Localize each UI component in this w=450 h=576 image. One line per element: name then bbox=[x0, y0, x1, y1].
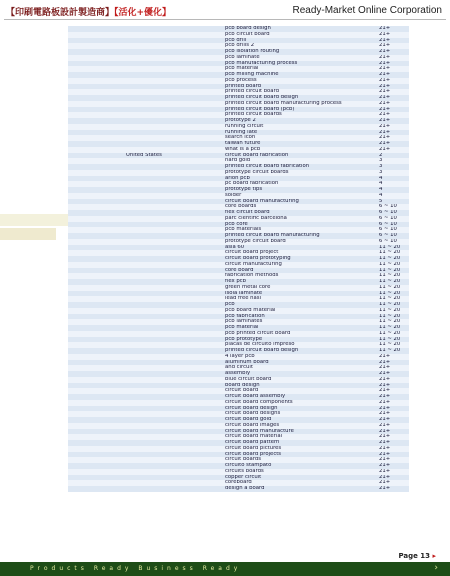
keyword-cell: solder bbox=[225, 192, 242, 198]
keyword-cell: blue circuit board bbox=[225, 376, 272, 382]
keyword-cell: pcb process bbox=[225, 77, 257, 83]
count-cell: 21+ bbox=[379, 353, 391, 359]
count-cell: 11 ~ 20 bbox=[379, 336, 401, 342]
count-cell: 21+ bbox=[379, 376, 391, 382]
count-cell: 21+ bbox=[379, 388, 391, 394]
count-cell: 21+ bbox=[379, 26, 391, 31]
count-cell: 11 ~ 20 bbox=[379, 284, 401, 290]
keyword-cell: circuit board pictures bbox=[225, 445, 282, 451]
count-cell: 11 ~ 20 bbox=[379, 273, 401, 279]
keyword-cell: circuit board gold bbox=[225, 417, 272, 422]
count-cell: 6 ~ 10 bbox=[379, 238, 397, 244]
count-cell: 3 bbox=[379, 164, 383, 169]
keyword-cell: printed circuit board bbox=[225, 89, 279, 95]
keyword-cell: printed circuit board design bbox=[225, 95, 299, 100]
keyword-cell: lead free hasl bbox=[225, 296, 261, 302]
keyword-cell: copper circuit bbox=[225, 474, 262, 480]
keyword-cell: coreboard bbox=[225, 480, 252, 486]
count-cell: 11 ~ 20 bbox=[379, 313, 401, 319]
footer-slogan: Products Ready Business Ready bbox=[30, 565, 242, 572]
keyword-cell: circuito stampato bbox=[225, 463, 272, 468]
count-cell: 6 ~ 10 bbox=[379, 210, 397, 215]
count-cell: 6 ~ 10 bbox=[379, 233, 397, 238]
count-cell: 4 bbox=[379, 187, 383, 192]
keyword-cell: circuit board components bbox=[225, 399, 293, 405]
keyword-cell: printed board bbox=[225, 83, 262, 89]
count-cell: 5 bbox=[379, 198, 383, 204]
count-cell: 21+ bbox=[379, 359, 391, 365]
keyword-cell: taiwan future bbox=[225, 141, 261, 146]
keyword-cell: aluminum board bbox=[225, 359, 269, 365]
keyword-cell: pcb circuit board bbox=[225, 31, 270, 37]
company-title bbox=[6, 5, 171, 18]
keyword-cell: prototype circuit boards bbox=[225, 169, 289, 175]
keyword-cell: pcb prototype bbox=[225, 336, 263, 342]
keyword-cell: green metal core bbox=[225, 284, 271, 290]
keyword-cell: design a board bbox=[225, 486, 265, 491]
keyword-cell: printed circuit board fabrication bbox=[225, 164, 310, 169]
keyword-cell: circuit boards bbox=[225, 457, 262, 463]
count-cell: 21+ bbox=[379, 411, 391, 417]
count-cell: 11 ~ 20 bbox=[379, 244, 401, 250]
count-cell: 21+ bbox=[379, 54, 391, 60]
count-cell: 4 bbox=[379, 175, 383, 181]
count-cell: 21+ bbox=[379, 72, 391, 77]
count-cell: 21+ bbox=[379, 37, 391, 43]
count-cell: 21+ bbox=[379, 60, 391, 66]
count-cell: 6 ~ 10 bbox=[379, 215, 397, 221]
count-cell: 21+ bbox=[379, 422, 391, 428]
keyword-table bbox=[68, 26, 409, 492]
keyword-cell: printed circuit board (pcb) bbox=[225, 106, 295, 112]
count-cell: 3 bbox=[379, 158, 383, 164]
keyword-cell: circuit board projects bbox=[225, 451, 282, 457]
count-cell: 21+ bbox=[379, 49, 391, 54]
count-cell: 11 ~ 20 bbox=[379, 302, 401, 307]
keyword-cell: pcb core bbox=[225, 221, 248, 227]
count-cell: 11 ~ 20 bbox=[379, 256, 401, 261]
keyword-cell: pcb printed circuit board bbox=[225, 330, 291, 336]
corporation-name: Ready-Market Online Corporation bbox=[292, 5, 442, 16]
count-cell: 21+ bbox=[379, 118, 391, 123]
count-cell: 4 bbox=[379, 192, 383, 198]
count-cell: 11 ~ 20 bbox=[379, 250, 401, 256]
count-cell: 6 ~ 10 bbox=[379, 204, 397, 210]
keyword-cell: pcb isolation routing bbox=[225, 49, 280, 54]
keyword-cell: circuit board design bbox=[225, 405, 278, 411]
count-cell: 21+ bbox=[379, 112, 391, 118]
keyword-cell: circuit board prototyping bbox=[225, 256, 291, 261]
keyword-cell: 4 layer pcb bbox=[225, 353, 255, 359]
count-cell: 21+ bbox=[379, 440, 391, 445]
count-cell: 21+ bbox=[379, 463, 391, 468]
count-cell: 21+ bbox=[379, 106, 391, 112]
count-cell: 2 bbox=[379, 152, 383, 158]
keyword-cell: running late bbox=[225, 129, 258, 135]
keyword-cell: printed circuit board manufacturing bbox=[225, 233, 320, 238]
keyword-cell: and circuit bbox=[225, 365, 253, 371]
count-cell: 21+ bbox=[379, 146, 391, 152]
count-cell: 21+ bbox=[379, 43, 391, 49]
keyword-cell: circuit board bbox=[225, 388, 259, 394]
watermark-band bbox=[0, 228, 56, 240]
count-cell: 21+ bbox=[379, 474, 391, 480]
keyword-cell: circuit board project bbox=[225, 250, 279, 256]
count-cell: 21+ bbox=[379, 434, 391, 440]
count-cell: 21+ bbox=[379, 371, 391, 376]
header-divider bbox=[4, 19, 446, 20]
count-cell: 21+ bbox=[379, 95, 391, 100]
keyword-cell: circuit board manufacture bbox=[225, 428, 294, 434]
keyword-cell: placas de circuito impreso bbox=[225, 342, 295, 348]
keyword-cell: pcb material bbox=[225, 66, 259, 72]
keyword-cell: circuit board fabrication bbox=[225, 152, 289, 158]
count-cell: 11 ~ 20 bbox=[379, 307, 401, 313]
count-cell: 11 ~ 20 bbox=[379, 290, 401, 296]
keyword-cell: arlon pcb bbox=[225, 175, 250, 181]
count-cell: 11 ~ 20 bbox=[379, 279, 401, 284]
count-cell: 21+ bbox=[379, 83, 391, 89]
company-title-main: 【印刷電路板設計製造商】 bbox=[6, 8, 115, 18]
count-cell: 6 ~ 10 bbox=[379, 221, 397, 227]
keyword-cell: core boards bbox=[225, 204, 257, 210]
keyword-cell: asia 60 bbox=[225, 244, 245, 250]
keyword-cell: what is a pcb bbox=[225, 146, 261, 152]
count-cell: 21+ bbox=[379, 405, 391, 411]
count-cell: 21+ bbox=[379, 417, 391, 422]
keyword-cell: circuit board images bbox=[225, 422, 280, 428]
keyword-cell: circuit board pattern bbox=[225, 440, 280, 445]
count-cell: 21+ bbox=[379, 100, 391, 106]
keyword-cell: prototype 2 bbox=[225, 118, 256, 123]
watermark-band bbox=[0, 214, 70, 226]
keyword-cell: pcb milling machine bbox=[225, 72, 279, 77]
count-cell: 11 ~ 20 bbox=[379, 319, 401, 325]
keyword-cell: pcb drill bbox=[225, 37, 247, 43]
count-cell: 11 ~ 20 bbox=[379, 267, 401, 273]
count-cell: 21+ bbox=[379, 382, 391, 388]
count-cell: 21+ bbox=[379, 135, 391, 141]
keyword-cell: pcb materials bbox=[225, 227, 262, 233]
keyword-cell: running circuit bbox=[225, 123, 264, 129]
count-cell: 21+ bbox=[379, 451, 391, 457]
keyword-cell: circuit board designs bbox=[225, 411, 281, 417]
keyword-cell: printed circuit board manufacturing process bbox=[225, 100, 342, 106]
keyword-cell: pcb board material bbox=[225, 307, 276, 313]
page-number bbox=[398, 552, 436, 560]
keyword-cell: pcb manufacturing process bbox=[225, 60, 298, 66]
keyword-cell: circuit board assembly bbox=[225, 394, 286, 399]
count-cell: 21+ bbox=[379, 468, 391, 474]
keyword-cell: parc cientific barcelona bbox=[225, 215, 287, 221]
keyword-cell: isola laminate bbox=[225, 290, 263, 296]
keyword-cell: flex pcb bbox=[225, 279, 246, 284]
keyword-cell: pcb fabrication bbox=[225, 313, 265, 319]
footer-arrow-icon: › bbox=[434, 563, 438, 573]
count-cell: 21+ bbox=[379, 399, 391, 405]
country-cell: United States bbox=[126, 152, 162, 158]
count-cell: 21+ bbox=[379, 428, 391, 434]
keyword-cell: prototype circuit board bbox=[225, 238, 286, 244]
count-cell: 11 ~ 20 bbox=[379, 348, 401, 353]
keyword-cell: printed circuit board design bbox=[225, 348, 299, 353]
count-cell: 6 ~ 10 bbox=[379, 227, 397, 233]
keyword-cell: fabrication methods bbox=[225, 273, 279, 279]
count-cell: 21+ bbox=[379, 445, 391, 451]
keyword-cell: circuits boards bbox=[225, 468, 264, 474]
count-cell: 11 ~ 20 bbox=[379, 296, 401, 302]
count-cell: 11 ~ 20 bbox=[379, 330, 401, 336]
count-cell: 21+ bbox=[379, 141, 391, 146]
next-arrow-icon: ▸ bbox=[432, 552, 436, 560]
count-cell: 21+ bbox=[379, 129, 391, 135]
keyword-cell: printed circuit boards bbox=[225, 112, 282, 118]
keyword-cell: pcb bbox=[225, 302, 235, 307]
count-cell: 21+ bbox=[379, 123, 391, 129]
keyword-cell: assembly bbox=[225, 371, 251, 376]
keyword-cell: circuit board material bbox=[225, 434, 283, 440]
page-header bbox=[0, 0, 450, 22]
page-footer bbox=[0, 562, 450, 576]
table-row bbox=[68, 486, 409, 492]
count-cell: 11 ~ 20 bbox=[379, 261, 401, 267]
keyword-cell: pcb board design bbox=[225, 26, 271, 31]
count-cell: 21+ bbox=[379, 31, 391, 37]
keyword-cell: pcb material bbox=[225, 325, 259, 330]
keyword-cell: search icon bbox=[225, 135, 256, 141]
count-cell: 3 bbox=[379, 169, 383, 175]
keyword-cell: circuit board manufacturing bbox=[225, 198, 299, 204]
country-cell bbox=[68, 486, 223, 492]
count-cell: 21+ bbox=[379, 66, 391, 72]
count-cell: 21+ bbox=[379, 394, 391, 399]
page-number-text: Page 13 bbox=[398, 552, 431, 560]
count-cell: 21+ bbox=[379, 77, 391, 83]
keyword-cell: flex circuit board bbox=[225, 210, 270, 215]
keyword-cell: pc board fabrication bbox=[225, 181, 279, 187]
count-cell: 21+ bbox=[379, 89, 391, 95]
keyword-cell: pcb laminate bbox=[225, 54, 260, 60]
keyword-cell: core board bbox=[225, 267, 254, 273]
keyword-cell: hard gold bbox=[225, 158, 251, 164]
keyword-cell: pcb drills 2 bbox=[225, 43, 255, 49]
keyword-cell: board design bbox=[225, 382, 260, 388]
count-cell: 21+ bbox=[379, 457, 391, 463]
count-cell: 21+ bbox=[379, 480, 391, 486]
count-cell: 4 bbox=[379, 181, 383, 187]
company-title-accent: 【活化+優化】 bbox=[114, 8, 172, 18]
count-cell: 11 ~ 20 bbox=[379, 325, 401, 330]
keyword-cell: pcb laminates bbox=[225, 319, 263, 325]
count-cell: 11 ~ 20 bbox=[379, 342, 401, 348]
count-cell: 21+ bbox=[379, 365, 391, 371]
keyword-cell: circuit manufacturing bbox=[225, 261, 282, 267]
count-cell: 21+ bbox=[379, 486, 391, 491]
keyword-cell: prototype tips bbox=[225, 187, 263, 192]
